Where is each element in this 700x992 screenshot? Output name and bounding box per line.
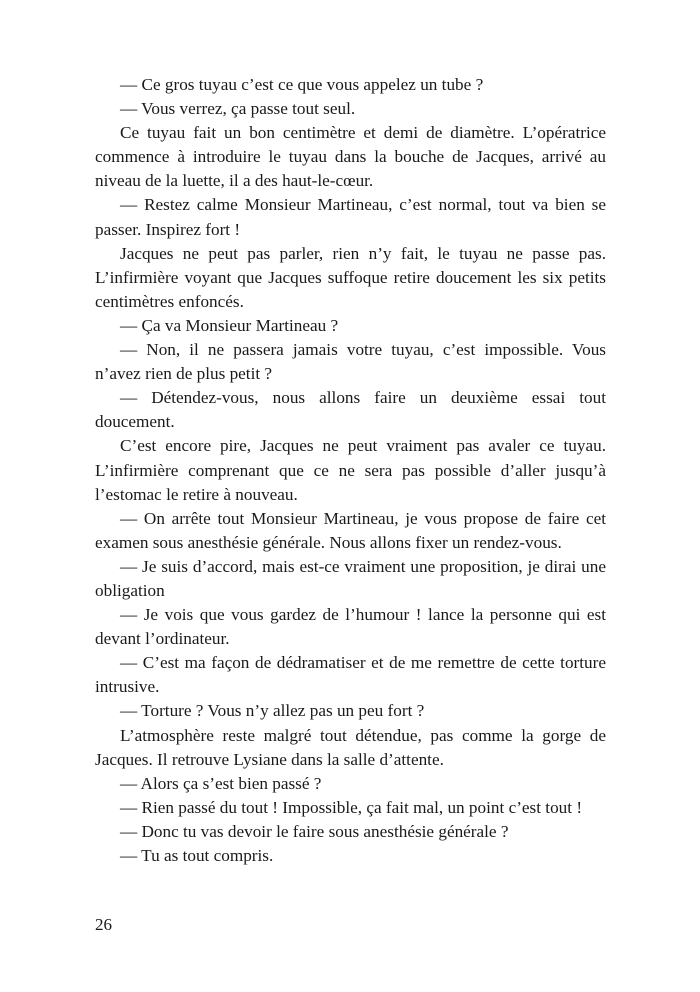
paragraph: — C’est ma façon de dédramatiser et de me remettre de cette torture intrusive. bbox=[95, 653, 606, 697]
paragraph: — Alors ça s’est bien passé ? bbox=[120, 773, 322, 793]
paragraph: — Tu as tout compris. bbox=[120, 846, 274, 865]
paragraph: C’est encore pire, Jacques ne peut vraiment pas avaler ce tuyau. L’infirmière comprenant que ce ne sera pas possible d’aller jusqu’à l’estomac le retire à nouveau. bbox=[95, 436, 606, 504]
paragraph: — Je suis d’accord, mais est-ce vraiment une proposition, je dirai une obligation bbox=[95, 556, 606, 600]
paragraph: — On arrête tout Monsieur Martineau, je vous propose de faire cet examen sous anesthésie générale. Nous allons fixer un rendez-vous. bbox=[95, 508, 606, 552]
paragraph: L’atmosphère reste malgré tout détendue, pas comme la gorge de Jacques. Il retrouve Lysiane dans la salle d’attente. bbox=[95, 725, 606, 769]
book-page-text bbox=[95, 73, 606, 868]
paragraph: — Non, il ne passera jamais votre tuyau, c’est impossible. Vous n’avez rien de plus petit ? bbox=[95, 340, 606, 384]
paragraph: — Vous verrez, ça passe tout seul. bbox=[120, 99, 356, 119]
paragraph: — Je vois que vous gardez de l’humour ! lance la personne qui est devant l’ordinateur. bbox=[95, 605, 606, 649]
page-number: 26 bbox=[95, 915, 112, 934]
paragraph: — Torture ? Vous n’y allez pas un peu fort ? bbox=[120, 701, 425, 721]
paragraph: — Restez calme Monsieur Martineau, c’est normal, tout va bien se passer. Inspirez fort ! bbox=[95, 195, 606, 239]
paragraph: Ce tuyau fait un bon centimètre et demi de diamètre. L’opératrice commence à introduire le tuyau dans la bouche de Jacques, arrivé au niveau de la luette, il a des haut-le-cœur. bbox=[95, 123, 606, 191]
paragraph: Jacques ne peut pas parler, rien n’y fait, le tuyau ne passe pas. L’infirmière voyant que Jacques suffoque retire doucement les six petits centimètres enfoncés. bbox=[95, 243, 606, 311]
paragraph: — Donc tu vas devoir le faire sous anesthésie générale ? bbox=[120, 821, 509, 841]
paragraph: — Ça va Monsieur Martineau ? bbox=[120, 315, 339, 335]
paragraph: — Détendez-vous, nous allons faire un deuxième essai tout doucement. bbox=[95, 388, 606, 432]
paragraph: — Rien passé du tout ! Impossible, ça fait mal, un point c’est tout ! bbox=[120, 797, 583, 817]
paragraph: — Ce gros tuyau c’est ce que vous appelez un tube ? bbox=[120, 75, 484, 94]
